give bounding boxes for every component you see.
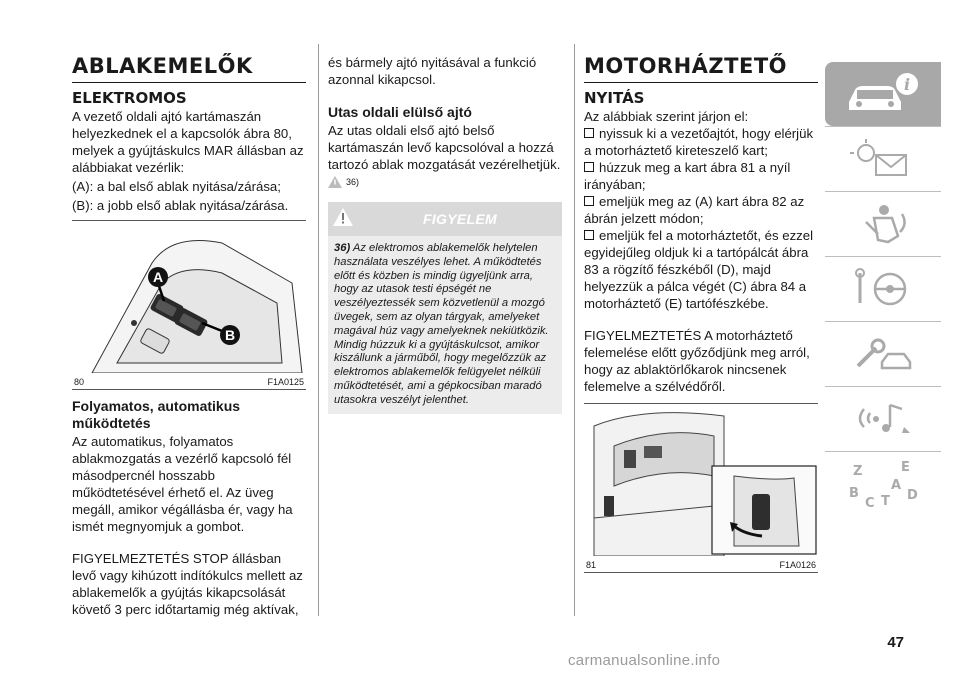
chapter-tab-safety[interactable]: [825, 191, 941, 256]
section-title-motorhaztető: MOTORHÁZTETŐ: [584, 54, 818, 83]
chapter-tab-maintenance[interactable]: [825, 321, 941, 386]
watermark: carmanualsonline.info: [568, 652, 721, 669]
figure-code: F1A0126: [779, 560, 816, 570]
svg-text:D: D: [907, 488, 918, 503]
paragraph-passenger-switch: Az utas oldali első ajtó belső kartámaszán levő kapcsolóval a hozzá tartozó ablak mozgatását vezérelhetjük.: [328, 123, 561, 172]
figure-label-a: A: [152, 269, 164, 285]
svg-text:C: C: [865, 496, 875, 509]
window-switch-illustration: [72, 223, 306, 373]
column-divider: [574, 44, 575, 616]
warning-title: FIGYELEM: [423, 211, 497, 227]
figure-number: 81: [586, 560, 597, 570]
heading-automatic: Folyamatos, automatikus működtetés: [72, 398, 241, 431]
chapter-tab-multimedia[interactable]: [825, 386, 941, 451]
list-item: húzzuk meg a kart ábra 81 a nyíl irányában;: [584, 160, 791, 192]
paragraph-switches: A vezető oldali ajtó kartámaszán helyezkednek el a kapcsolók ábra 80, melyek a gyújtáskulcs MAR állásban az alábbiakat vezérlik:: [72, 109, 304, 175]
warning-triangle-icon: [333, 208, 353, 226]
subsection-title-elektromos: ELEKTROMOS: [72, 89, 187, 107]
column-divider: [318, 44, 319, 616]
warning-body: [328, 236, 562, 414]
airbag-seat-icon: [848, 202, 918, 246]
figure-81: [584, 403, 818, 573]
figure-number: 80: [74, 377, 85, 387]
reference-number: 36): [346, 177, 360, 187]
bullet-square-icon: [584, 196, 594, 206]
chapter-sidebar: [825, 62, 941, 516]
list-item: emeljük meg az (A) kart ábra 82 az ábrán jelzett módon;: [584, 194, 805, 226]
svg-text:E: E: [901, 460, 910, 475]
chapter-tab-car-info[interactable]: [825, 62, 941, 126]
svg-text:i: i: [903, 75, 911, 94]
figure-label-b: B: [224, 327, 236, 343]
list-item: emeljük fel a motorháztetőt, és ezzel egyidejűleg oldjuk ki a tartópálcát ábra 83 a rögzítő fészkéből (D), majd helyezzük a pálca végét (C) ábra 84 a motorháztető (E) tartófészkébe.: [584, 228, 814, 311]
reference-row: [328, 176, 562, 188]
svg-text:B: B: [849, 486, 859, 501]
warning-number: 36): [334, 242, 351, 254]
paragraph-b: (B): a jobb első ablak nyitása/zárása.: [72, 198, 289, 213]
chapter-tab-index[interactable]: [825, 451, 941, 516]
chapter-tab-warning-lights[interactable]: [825, 126, 941, 191]
wrench-car-icon: [848, 332, 918, 376]
page-number: 47: [887, 634, 904, 651]
heading-passenger-door: Utas oldali elülső ajtó: [328, 104, 472, 120]
warning-triangle-icon: [328, 176, 342, 188]
section-title-ablakemelok: ABLAKEMELŐK: [72, 54, 306, 83]
paragraph-automatic: Az automatikus, folyamatos ablakmozgatás a vezérlő kapcsoló fél másodpercnél hosszabb működtetésével érhető el. Az üveg megáll, amikor végállásba ér, vagy ha ismét megnyomjuk a gombot.: [72, 434, 293, 534]
column-1: [72, 40, 306, 618]
svg-text:A: A: [891, 478, 902, 493]
chapter-tab-starting-driving[interactable]: [825, 256, 941, 321]
warning-lights-icon: [848, 137, 918, 181]
paragraph-bonnet-warning: FIGYELMEZTETÉS A motorháztető felemelése előtt győződjünk meg arról, hogy az ablaktörlőkarok nincsenek felemelve a szélvédőről.: [584, 328, 810, 394]
column-2: [328, 54, 562, 414]
svg-text:Z: Z: [853, 464, 863, 479]
paragraph-continuation: és bármely ajtó nyitásával a funkció azonnal kikapcsol.: [328, 55, 537, 87]
column-3: [584, 40, 818, 573]
warning-text: Az elektromos ablakemelők helytelen használata veszélyes lehet. A működtetés előtt és közben is mindig ügyeljünk arra, hogy az utasok testi épségét ne veszélyeztessék sem közvetlenül a mozgó üvegek, sem az olyan tárgyak, amelyeket magával húz vagy amelyeknek nekiütközik. Mindig húzzuk ki a gyújtáskulcsot, amikor kiszállunk a járműből, hogy megelőzzük az elektromos ablakemelők felügyelet nélküli működtetését, ami a gépkocsiban maradó utasokra veszélyt jelenthet.: [334, 242, 549, 406]
paragraph-intro: Az alábbiak szerint járjon el:: [584, 109, 749, 124]
car-info-icon: [843, 72, 923, 116]
hood-release-illustration: [584, 406, 818, 556]
index-letters-icon: [843, 459, 923, 509]
svg-text:T: T: [881, 494, 890, 509]
paragraph-a: (A): a bal első ablak nyitása/zárása;: [72, 179, 281, 194]
paragraph-warning-stop: FIGYELMEZTETÉS STOP állásban levő vagy kihúzott indítókulcs mellett az ablakemelők a gyújtás kikapcsolását követő 3 perc időtartamig még aktívak,: [72, 551, 303, 617]
figure-code: F1A0125: [267, 377, 304, 387]
bullet-square-icon: [584, 128, 594, 138]
bullet-square-icon: [584, 162, 594, 172]
multimedia-icon: [848, 397, 918, 441]
subsection-title-nyitas: NYITÁS: [584, 89, 645, 107]
bullet-square-icon: [584, 230, 594, 240]
steering-wheel-key-icon: [848, 267, 918, 311]
figure-80: [72, 220, 306, 390]
warning-header: [328, 202, 562, 236]
list-item: nyissuk ki a vezetőajtót, hogy elérjük a motorháztető kireteszelő kart;: [584, 126, 814, 158]
